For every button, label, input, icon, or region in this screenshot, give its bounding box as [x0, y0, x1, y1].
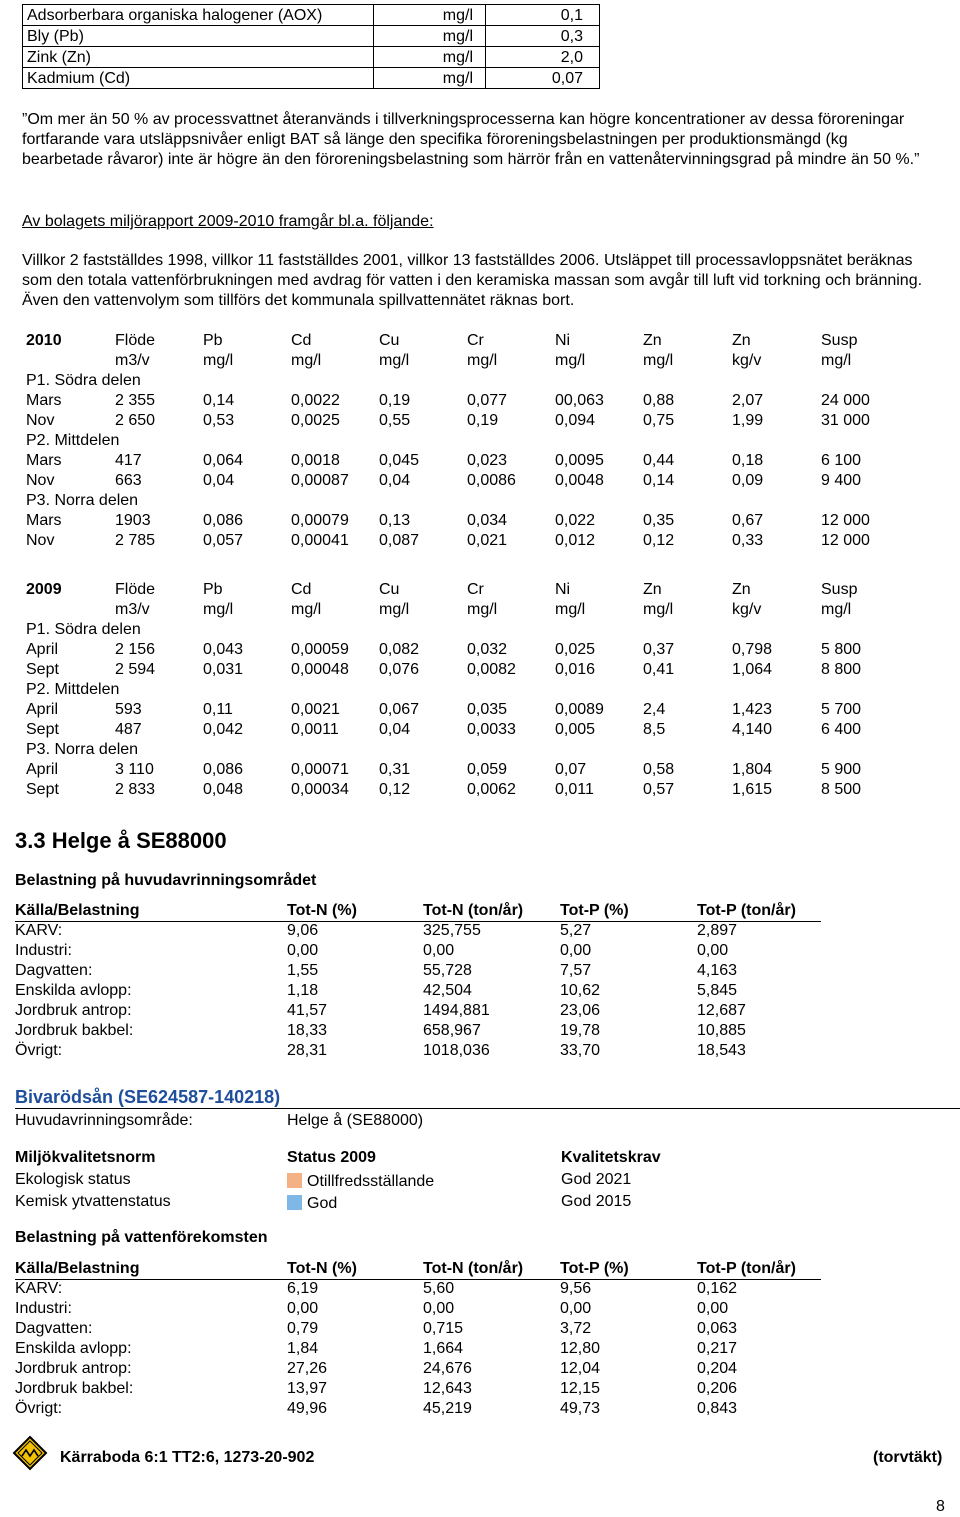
load-value-cell: 19,78	[560, 1022, 601, 1039]
month-cell: Sept	[26, 661, 59, 678]
column-unit: mg/l	[379, 601, 410, 618]
value-cell: 1,064	[732, 661, 773, 678]
source-cell: Jordbruk bakbel:	[15, 1022, 134, 1039]
limits-row	[23, 5, 600, 26]
source-cell: Övrigt:	[15, 1400, 63, 1417]
value-cell: 0,12	[379, 781, 411, 798]
status-swatch	[287, 1195, 302, 1210]
value-cell: 593	[115, 701, 142, 718]
value-cell: 2,4	[643, 701, 666, 718]
load-value-cell: 1,664	[423, 1340, 464, 1357]
value-cell: 0,12	[643, 532, 675, 549]
year-label: 2009	[26, 581, 62, 598]
value-cell: 0,087	[379, 532, 420, 549]
load-value-cell: 4,163	[697, 962, 738, 979]
load-value-cell: 10,62	[560, 982, 601, 999]
column-header: Pb	[203, 581, 223, 598]
load-value-cell: 5,845	[697, 982, 738, 999]
load-value-cell: 0,206	[697, 1380, 738, 1397]
load-value-cell: 33,70	[560, 1042, 601, 1059]
source-cell: Industri:	[15, 942, 72, 959]
column-unit: kg/v	[732, 352, 762, 369]
substance-cell: Kadmium (Cd)	[23, 68, 374, 89]
column-header: Susp	[821, 332, 858, 349]
value-cell: 0,00048	[291, 661, 349, 678]
load-value-cell: 18,543	[697, 1042, 746, 1059]
source-cell: Jordbruk antrop:	[15, 1002, 132, 1019]
load-value-cell: 1,18	[287, 982, 319, 999]
limits-row	[23, 68, 600, 89]
value-cell: 0,14	[643, 472, 675, 489]
column-header: Cu	[379, 332, 400, 349]
source-cell: Jordbruk antrop:	[15, 1360, 132, 1377]
load-column-header: Tot-P (ton/år)	[697, 1260, 796, 1277]
value-cell: 5 700	[821, 701, 862, 718]
column-header: Cd	[291, 581, 312, 598]
load-value-cell: 45,219	[423, 1400, 472, 1417]
value-cell: 0,53	[203, 412, 235, 429]
value-cell: 487	[115, 721, 142, 738]
limits-row	[23, 26, 600, 47]
load-value-cell: 41,57	[287, 1002, 328, 1019]
column-unit: kg/v	[732, 601, 762, 618]
norm-header-2: Status 2009	[287, 1149, 376, 1166]
value-cell: 0,012	[555, 532, 596, 549]
value-cell: 00,063	[555, 392, 604, 409]
value-cell: 0,09	[732, 472, 764, 489]
column-unit: m3/v	[115, 352, 150, 369]
column-unit: mg/l	[555, 601, 586, 618]
column-header: Ni	[555, 581, 571, 598]
belastning-huvud-title: Belastning på huvudavrinningsområdet	[15, 872, 317, 889]
load-column-header: Källa/Belastning	[15, 902, 140, 919]
value-cell: 1,423	[732, 701, 773, 718]
value-cell: 0,35	[643, 512, 675, 529]
value-cell: 4,140	[732, 721, 773, 738]
belastning-vatten-title: Belastning på vattenförekomsten	[15, 1229, 268, 1246]
load-column-header: Källa/Belastning	[15, 1260, 140, 1277]
warning-sign-icon	[12, 1435, 48, 1471]
column-header: Zn	[643, 581, 662, 598]
load-column-header: Tot-P (%)	[560, 902, 629, 919]
load-value-cell: 23,06	[560, 1002, 601, 1019]
value-cell: 0,0048	[555, 472, 604, 489]
load-value-cell: 0,00	[560, 1300, 592, 1317]
section-heading: 3.3 Helge å SE88000	[15, 828, 227, 853]
load-value-cell: 325,755	[423, 922, 481, 939]
value-cell: 2 594	[115, 661, 156, 678]
quality-requirement: God 2015	[561, 1193, 632, 1210]
month-cell: Nov	[26, 532, 55, 549]
value-cell: 0,023	[467, 452, 508, 469]
value-cell: 0,33	[732, 532, 764, 549]
value-cell: 0,0025	[291, 412, 340, 429]
norm-label: Ekologisk status	[15, 1171, 131, 1188]
area-value: Helge å (SE88000)	[287, 1112, 424, 1129]
load-value-cell: 0,715	[423, 1320, 464, 1337]
limit-value-cell: 0,1	[486, 5, 600, 26]
load-value-cell: 49,96	[287, 1400, 328, 1417]
footer-note: (torvtäkt)	[873, 1449, 943, 1466]
value-cell: 0,011	[555, 781, 594, 798]
value-cell: 2,07	[732, 392, 764, 409]
quote-paragraph: ”Om mer än 50 % av processvattnet återanvänds i tillverkningsprocesserna kan högre koncentrationer av dessa föroreningar fortfarande vara utsläppsnivåer enligt BAT så länge den specifika föroreningsbelastningen per produktionsmängd (kg bearbetade råvaror) inte är högre än den föroreningsbelastning som härrör från en vattenåtervinningsgrad på mindre än 50 %.”	[22, 111, 920, 168]
value-cell: 0,19	[379, 392, 411, 409]
column-header: Flöde	[115, 332, 156, 349]
month-cell: Mars	[26, 452, 62, 469]
load-value-cell: 1494,881	[423, 1002, 490, 1019]
column-header: Zn	[643, 332, 662, 349]
substance-cell: Bly (Pb)	[23, 26, 374, 47]
source-cell: Dagvatten:	[15, 962, 93, 979]
status-value	[287, 1194, 337, 1214]
load-column-header: Tot-N (%)	[287, 902, 357, 919]
value-cell: 0,048	[203, 781, 244, 798]
value-cell: 9 400	[821, 472, 862, 489]
column-header: Pb	[203, 332, 223, 349]
source-cell: KARV:	[15, 1280, 63, 1297]
limits-row	[23, 47, 600, 68]
section-label: P2. Mittdelen	[26, 681, 120, 698]
value-cell: 0,0011	[291, 721, 339, 738]
value-cell: 0,67	[732, 512, 764, 529]
source-cell: Övrigt:	[15, 1042, 63, 1059]
load-value-cell: 0,00	[560, 942, 592, 959]
section-label: P3. Norra delen	[26, 492, 139, 509]
load-column-header: Tot-P (ton/år)	[697, 902, 796, 919]
load-value-cell: 55,728	[423, 962, 472, 979]
value-cell: 0,04	[379, 472, 411, 489]
year-label: 2010	[26, 332, 62, 349]
value-cell: 0,75	[643, 412, 675, 429]
status-text: Otillfredsställande	[307, 1173, 435, 1190]
load-value-cell: 658,967	[423, 1022, 481, 1039]
value-cell: 0,88	[643, 392, 675, 409]
water-body-title: Bivarödsån (SE624587-140218)	[15, 1087, 281, 1107]
value-cell: 0,031	[203, 661, 244, 678]
value-cell: 0,0086	[467, 472, 516, 489]
load-value-cell: 42,504	[423, 982, 472, 999]
load-value-cell: 12,80	[560, 1340, 601, 1357]
value-cell: 0,022	[555, 512, 596, 529]
load-column-header: Tot-N (ton/år)	[423, 902, 524, 919]
month-cell: Mars	[26, 392, 62, 409]
load-value-cell: 5,27	[560, 922, 592, 939]
source-cell: Enskilda avlopp:	[15, 982, 132, 999]
value-cell: 0,00071	[291, 761, 349, 778]
value-cell: 0,798	[732, 641, 773, 658]
value-cell: 8,5	[643, 721, 666, 738]
value-cell: 0,11	[203, 701, 233, 718]
value-cell: 0,064	[203, 452, 244, 469]
load-value-cell: 0,00	[287, 1300, 319, 1317]
value-cell: 0,057	[203, 532, 244, 549]
unit-cell: mg/l	[374, 47, 486, 68]
load-value-cell: 5,60	[423, 1280, 455, 1297]
value-cell: 0,005	[555, 721, 596, 738]
value-cell: 0,37	[643, 641, 675, 658]
value-cell: 0,042	[203, 721, 244, 738]
substance-cell: Adsorberbara organiska halogener (AOX)	[23, 5, 374, 26]
column-unit: mg/l	[643, 352, 674, 369]
column-unit: mg/l	[555, 352, 586, 369]
status-swatch	[287, 1173, 302, 1188]
value-cell: 1,99	[732, 412, 764, 429]
unit-cell: mg/l	[374, 26, 486, 47]
value-cell: 0,082	[379, 641, 420, 658]
load-column-header: Tot-N (%)	[287, 1260, 357, 1277]
value-cell: 0,0033	[467, 721, 516, 738]
value-cell: 6 100	[821, 452, 862, 469]
load-value-cell: 0,00	[423, 1300, 455, 1317]
value-cell: 2 156	[115, 641, 156, 658]
section-label: P1. Södra delen	[26, 372, 141, 389]
column-unit: m3/v	[115, 601, 150, 618]
value-cell: 0,094	[555, 412, 596, 429]
value-cell: 2 785	[115, 532, 156, 549]
column-unit: mg/l	[291, 601, 322, 618]
value-cell: 0,0082	[467, 661, 516, 678]
column-header: Cr	[467, 581, 484, 598]
load-value-cell: 27,26	[287, 1360, 328, 1377]
value-cell: 0,0095	[555, 452, 604, 469]
month-cell: Sept	[26, 721, 59, 738]
load-value-cell: 10,885	[697, 1022, 746, 1039]
load-value-cell: 12,687	[697, 1002, 746, 1019]
value-cell: 0,016	[555, 661, 596, 678]
value-cell: 0,57	[643, 781, 675, 798]
column-header: Susp	[821, 581, 858, 598]
value-cell: 0,00041	[291, 532, 349, 549]
water-body-rule	[15, 1108, 960, 1109]
load-value-cell: 13,97	[287, 1380, 328, 1397]
value-cell: 24 000	[821, 392, 870, 409]
value-cell: 0,0022	[291, 392, 340, 409]
value-cell: 0,086	[203, 761, 244, 778]
value-cell: 12 000	[821, 512, 870, 529]
month-cell: April	[26, 641, 59, 658]
column-unit: mg/l	[379, 352, 410, 369]
conditions-paragraph: Villkor 2 fastställdes 1998, villkor 11 fastställdes 2001, villkor 13 fastställdes 2006. Utsläppet till processavloppsnätet beräknas som den totala vattenförbrukningen med avdrag för vatten i den keramiska massan som avgår till luft vid torkning och bränning. Även den vattenvolym som tillförs det kommunala spillvattennätet räknas bort.	[22, 252, 923, 309]
load-value-cell: 49,73	[560, 1400, 601, 1417]
load-value-cell: 0,217	[697, 1340, 738, 1357]
limit-value-cell: 2,0	[486, 47, 600, 68]
value-cell: 663	[115, 472, 142, 489]
column-unit: mg/l	[467, 601, 498, 618]
load-value-cell: 0,00	[287, 942, 319, 959]
substance-cell: Zink (Zn)	[23, 47, 374, 68]
load-value-cell: 0,843	[697, 1400, 738, 1417]
column-unit: mg/l	[821, 352, 852, 369]
column-header: Cd	[291, 332, 312, 349]
column-header: Cu	[379, 581, 400, 598]
value-cell: 0,021	[467, 532, 508, 549]
value-cell: 0,44	[643, 452, 675, 469]
unit-cell: mg/l	[374, 68, 486, 89]
value-cell: 0,0021	[291, 701, 340, 718]
value-cell: 0,13	[379, 512, 411, 529]
norm-header-3: Kvalitetskrav	[561, 1149, 661, 1166]
load-value-cell: 24,676	[423, 1360, 472, 1377]
value-cell: 0,07	[555, 761, 587, 778]
column-header: Flöde	[115, 581, 156, 598]
column-unit: mg/l	[467, 352, 498, 369]
value-cell: 0,18	[732, 452, 764, 469]
load-value-cell: 0,00	[697, 1300, 729, 1317]
value-cell: 0,0018	[291, 452, 340, 469]
column-header: Ni	[555, 332, 571, 349]
footer-property: Kärraboda 6:1 TT2:6, 1273-20-902	[60, 1449, 315, 1466]
unit-cell: mg/l	[374, 5, 486, 26]
value-cell: 5 800	[821, 641, 862, 658]
month-cell: Mars	[26, 512, 62, 529]
value-cell: 2 650	[115, 412, 156, 429]
column-unit: mg/l	[643, 601, 674, 618]
load-value-cell: 1,84	[287, 1340, 319, 1357]
value-cell: 2 833	[115, 781, 156, 798]
status-value	[287, 1172, 434, 1192]
load-value-cell: 9,56	[560, 1280, 592, 1297]
month-cell: April	[26, 701, 59, 718]
value-cell: 417	[115, 452, 142, 469]
value-cell: 0,076	[379, 661, 420, 678]
value-cell: 0,55	[379, 412, 411, 429]
source-cell: Industri:	[15, 1300, 72, 1317]
value-cell: 0,067	[379, 701, 420, 718]
load-value-cell: 0,063	[697, 1320, 738, 1337]
area-label: Huvudavrinningsområde:	[15, 1112, 193, 1129]
value-cell: 0,086	[203, 512, 244, 529]
month-cell: Nov	[26, 472, 55, 489]
value-cell: 0,077	[467, 392, 508, 409]
value-cell: 0,00059	[291, 641, 349, 658]
column-unit: mg/l	[821, 601, 852, 618]
load-value-cell: 1018,036	[423, 1042, 490, 1059]
value-cell: 12 000	[821, 532, 870, 549]
value-cell: 0,00034	[291, 781, 349, 798]
load-value-cell: 2,897	[697, 922, 738, 939]
section-label: P2. Mittdelen	[26, 432, 120, 449]
source-cell: KARV:	[15, 922, 63, 939]
section-label: P1. Södra delen	[26, 621, 141, 638]
source-cell: Dagvatten:	[15, 1320, 93, 1337]
column-header: Zn	[732, 332, 751, 349]
load-value-cell: 18,33	[287, 1022, 328, 1039]
load-value-cell: 0,00	[697, 942, 729, 959]
value-cell: 2 355	[115, 392, 156, 409]
value-cell: 0,58	[643, 761, 675, 778]
load-column-header: Tot-N (ton/år)	[423, 1260, 524, 1277]
value-cell: 0,19	[467, 412, 499, 429]
load-value-cell: 1,55	[287, 962, 319, 979]
value-cell: 0,00079	[291, 512, 349, 529]
load-value-cell: 12,15	[560, 1380, 601, 1397]
source-cell: Enskilda avlopp:	[15, 1340, 132, 1357]
value-cell: 0,043	[203, 641, 244, 658]
load-value-cell: 28,31	[287, 1042, 328, 1059]
value-cell: 5 900	[821, 761, 862, 778]
report-subheading: Av bolagets miljörapport 2009-2010 framgår bl.a. följande:	[22, 213, 434, 230]
value-cell: 0,04	[379, 721, 411, 738]
norm-header-1: Miljökvalitetsnorm	[15, 1149, 156, 1166]
load-value-cell: 0,00	[423, 942, 455, 959]
limit-value-cell: 0,07	[486, 68, 600, 89]
value-cell: 0,0062	[467, 781, 516, 798]
value-cell: 0,00087	[291, 472, 349, 489]
value-cell: 0,025	[555, 641, 596, 658]
load-column-header: Tot-P (%)	[560, 1260, 629, 1277]
source-cell: Jordbruk bakbel:	[15, 1380, 134, 1397]
value-cell: 1903	[115, 512, 151, 529]
load-value-cell: 9,06	[287, 922, 319, 939]
norm-label: Kemisk ytvattenstatus	[15, 1193, 171, 1210]
month-cell: Sept	[26, 781, 59, 798]
status-text: God	[307, 1195, 338, 1212]
limit-value-cell: 0,3	[486, 26, 600, 47]
value-cell: 0,035	[467, 701, 508, 718]
value-cell: 1,804	[732, 761, 773, 778]
month-cell: April	[26, 761, 59, 778]
column-unit: mg/l	[203, 601, 234, 618]
column-header: Cr	[467, 332, 484, 349]
value-cell: 0,045	[379, 452, 420, 469]
value-cell: 1,615	[732, 781, 773, 798]
value-cell: 0,31	[379, 761, 411, 778]
value-cell: 0,41	[643, 661, 675, 678]
load-value-cell: 6,19	[287, 1280, 319, 1297]
limits-table	[22, 4, 600, 89]
value-cell: 8 500	[821, 781, 862, 798]
load-value-cell: 7,57	[560, 962, 592, 979]
value-cell: 0,059	[467, 761, 508, 778]
load-value-cell: 12,643	[423, 1380, 472, 1397]
month-cell: Nov	[26, 412, 55, 429]
quality-requirement: God 2021	[561, 1171, 632, 1188]
column-unit: mg/l	[203, 352, 234, 369]
value-cell: 0,032	[467, 641, 508, 658]
load-value-cell: 0,162	[697, 1280, 738, 1297]
value-cell: 0,034	[467, 512, 508, 529]
load-value-cell: 0,79	[287, 1320, 319, 1337]
load-value-cell: 3,72	[560, 1320, 592, 1337]
value-cell: 0,14	[203, 392, 235, 409]
load-value-cell: 0,204	[697, 1360, 738, 1377]
section-label: P3. Norra delen	[26, 741, 139, 758]
load-value-cell: 12,04	[560, 1360, 601, 1377]
value-cell: 6 400	[821, 721, 862, 738]
value-cell: 31 000	[821, 412, 870, 429]
column-header: Zn	[732, 581, 751, 598]
value-cell: 0,04	[203, 472, 235, 489]
page-number: 8	[936, 1498, 945, 1515]
value-cell: 0,0089	[555, 701, 604, 718]
value-cell: 3 110	[115, 761, 154, 778]
column-unit: mg/l	[291, 352, 322, 369]
value-cell: 8 800	[821, 661, 862, 678]
